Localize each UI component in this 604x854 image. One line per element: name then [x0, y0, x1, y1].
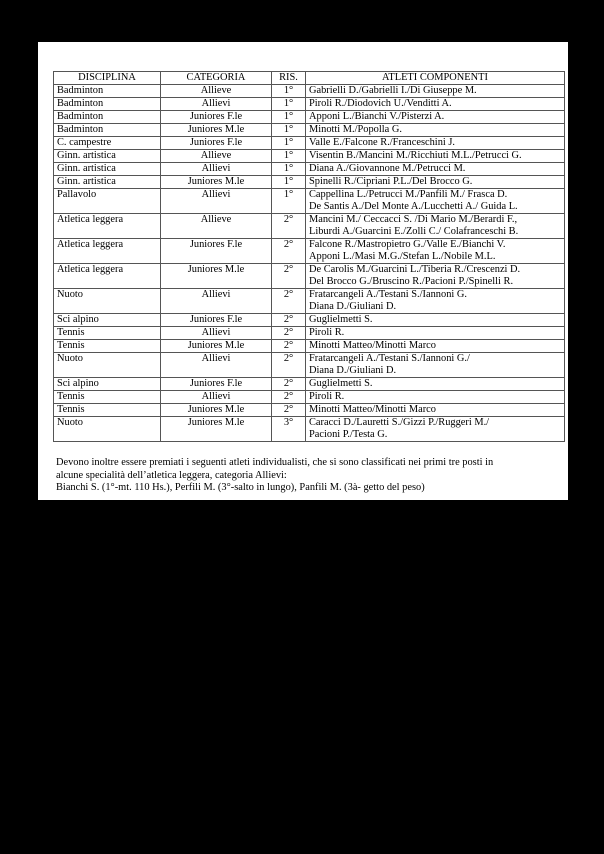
cell-atleti	[306, 85, 565, 98]
cell-ris: 1°	[272, 111, 306, 124]
table-body	[54, 85, 565, 442]
table-row	[54, 239, 565, 264]
cell-ris: 2°	[272, 314, 306, 327]
cell-atleti	[306, 353, 565, 378]
table-row	[54, 327, 565, 340]
cell-atleti	[306, 163, 565, 176]
atleti-line: De Carolis M./Guarcini L./Tiberia R./Crescenzi D.	[309, 264, 521, 275]
table-row	[54, 150, 565, 163]
atleti-line: Minotti M./Popolla G.	[309, 124, 402, 135]
cell-atleti	[306, 391, 565, 404]
cell-atleti	[306, 239, 565, 264]
cell-disciplina: Atletica leggera	[54, 264, 161, 289]
atleti-line: Falcone R./Mastropietro G./Valle E./Bianchi V.	[309, 239, 506, 250]
cell-disciplina: Sci alpino	[54, 378, 161, 391]
cell-categoria: Allievi	[161, 289, 272, 314]
table-header-row	[54, 72, 565, 85]
cell-ris: 1°	[272, 98, 306, 111]
cell-ris: 2°	[272, 327, 306, 340]
cell-disciplina: Atletica leggera	[54, 214, 161, 239]
cell-atleti	[306, 189, 565, 214]
cell-disciplina: Tennis	[54, 340, 161, 353]
cell-categoria: Allievi	[161, 163, 272, 176]
cell-categoria: Allieve	[161, 85, 272, 98]
cell-disciplina: Sci alpino	[54, 314, 161, 327]
atleti-line: Diana D./Giuliani D.	[309, 301, 397, 312]
cell-categoria: Juniores M.le	[161, 417, 272, 442]
cell-disciplina: Nuoto	[54, 353, 161, 378]
atleti-line: Piroli R.	[309, 391, 345, 402]
cell-disciplina: Nuoto	[54, 289, 161, 314]
table-row	[54, 98, 565, 111]
atleti-line: Apponi L./Bianchi V./Pisterzi A.	[309, 111, 445, 122]
cell-disciplina: Badminton	[54, 98, 161, 111]
cell-disciplina: Ginn. artistica	[54, 150, 161, 163]
cell-categoria: Juniores M.le	[161, 176, 272, 189]
cell-disciplina: Pallavolo	[54, 189, 161, 214]
atleti-line: Apponi L./Masi M.G./Stefan L./Nobile M.L.	[309, 251, 496, 262]
cell-ris: 1°	[272, 150, 306, 163]
cell-disciplina: Tennis	[54, 327, 161, 340]
footnote-line: Devono inoltre essere premiati i seguenti atleti individualisti, che si sono classificati nei primi tre posti in	[56, 457, 494, 468]
results-table	[53, 71, 565, 442]
atleti-line: Fratarcangeli A./Testani S./Iannoni G./	[309, 353, 470, 364]
footnote	[56, 457, 562, 495]
footnote-line: Bianchi S. (1°-mt. 110 Hs.), Perfili M. (3°-salto in lungo), Panfili M. (3à- getto del peso)	[56, 482, 425, 493]
cell-ris: 2°	[272, 391, 306, 404]
atleti-line: De Santis A./Del Monte A./Lucchetti A./ Guida L.	[309, 201, 518, 212]
cell-categoria: Allieve	[161, 150, 272, 163]
atleti-line: Gabrielli D./Gabrielli I./Di Giuseppe M.	[309, 85, 477, 96]
cell-disciplina: Nuoto	[54, 417, 161, 442]
table-row	[54, 264, 565, 289]
atleti-line: Guglielmetti S.	[309, 314, 373, 325]
atleti-line: Piroli R.	[309, 327, 345, 338]
atleti-line: Diana A./Giovannone M./Petrucci M.	[309, 163, 466, 174]
cell-categoria: Allievi	[161, 327, 272, 340]
cell-categoria: Juniores M.le	[161, 404, 272, 417]
header-atleti: ATLETI COMPONENTI	[306, 72, 565, 85]
cell-categoria: Juniores F.le	[161, 239, 272, 264]
header-ris: RIS.	[272, 72, 306, 85]
cell-categoria: Juniores F.le	[161, 137, 272, 150]
atleti-line: Valle E./Falcone R./Franceschini J.	[309, 137, 456, 148]
table-row	[54, 124, 565, 137]
table-row	[54, 340, 565, 353]
cell-atleti	[306, 111, 565, 124]
atleti-line: Caracci D./Lauretti S./Gizzi P./Ruggeri M./	[309, 417, 490, 428]
cell-atleti	[306, 340, 565, 353]
table-row	[54, 391, 565, 404]
cell-ris: 1°	[272, 176, 306, 189]
cell-ris: 1°	[272, 163, 306, 176]
atleti-line: Minotti Matteo/Minotti Marco	[309, 404, 436, 415]
cell-atleti	[306, 378, 565, 391]
cell-categoria: Allievi	[161, 353, 272, 378]
cell-disciplina: Ginn. artistica	[54, 176, 161, 189]
cell-disciplina: Ginn. artistica	[54, 163, 161, 176]
atleti-line: Piroli R./Diodovich U./Venditti A.	[309, 98, 452, 109]
atleti-line: Mancini M./ Ceccacci S. /Di Mario M./Berardi F.,	[309, 214, 518, 225]
cell-disciplina: Badminton	[54, 85, 161, 98]
table-row	[54, 189, 565, 214]
cell-ris: 3°	[272, 417, 306, 442]
cell-ris: 1°	[272, 137, 306, 150]
table-row	[54, 85, 565, 98]
cell-ris: 2°	[272, 239, 306, 264]
cell-disciplina: C. campestre	[54, 137, 161, 150]
table-row	[54, 417, 565, 442]
cell-atleti	[306, 150, 565, 163]
atleti-line: Liburdi A./Guarcini E./Zolli C./ Colafranceschi B.	[309, 226, 519, 237]
atleti-line: Fratarcangeli A./Testani S./Iannoni G.	[309, 289, 467, 300]
cell-atleti	[306, 264, 565, 289]
table-row	[54, 378, 565, 391]
cell-atleti	[306, 124, 565, 137]
cell-atleti	[306, 327, 565, 340]
cell-categoria: Juniores M.le	[161, 124, 272, 137]
cell-categoria: Juniores M.le	[161, 340, 272, 353]
table-row	[54, 176, 565, 189]
cell-disciplina: Badminton	[54, 124, 161, 137]
atleti-line: Minotti Matteo/Minotti Marco	[309, 340, 436, 351]
header-categoria: CATEGORIA	[161, 72, 272, 85]
atleti-line: Del Brocco G./Bruscino R./Pacioni P./Spinelli R.	[309, 276, 514, 287]
table-row	[54, 314, 565, 327]
cell-ris: 1°	[272, 124, 306, 137]
table-row	[54, 111, 565, 124]
cell-ris: 2°	[272, 378, 306, 391]
cell-categoria: Juniores F.le	[161, 111, 272, 124]
cell-categoria: Allieve	[161, 214, 272, 239]
cell-atleti	[306, 137, 565, 150]
cell-categoria: Allievi	[161, 98, 272, 111]
atleti-line: Pacioni P./Testa G.	[309, 429, 388, 440]
cell-atleti	[306, 404, 565, 417]
cell-disciplina: Atletica leggera	[54, 239, 161, 264]
cell-ris: 2°	[272, 264, 306, 289]
cell-disciplina: Tennis	[54, 404, 161, 417]
cell-atleti	[306, 314, 565, 327]
table-row	[54, 404, 565, 417]
cell-atleti	[306, 417, 565, 442]
cell-atleti	[306, 176, 565, 189]
cell-ris: 2°	[272, 404, 306, 417]
atleti-line: Guglielmetti S.	[309, 378, 373, 389]
atleti-line: Diana D./Giuliani D.	[309, 365, 397, 376]
cell-atleti	[306, 289, 565, 314]
cell-atleti	[306, 98, 565, 111]
cell-categoria: Allievi	[161, 189, 272, 214]
atleti-line: Visentin B./Mancini M./Ricchiuti M.L./Petrucci G.	[309, 150, 522, 161]
atleti-line: Cappellina L./Petrucci M./Panfili M./ Frasca D.	[309, 189, 508, 200]
cell-ris: 2°	[272, 214, 306, 239]
cell-ris: 2°	[272, 289, 306, 314]
table-row	[54, 353, 565, 378]
cell-ris: 1°	[272, 85, 306, 98]
cell-categoria: Juniores F.le	[161, 314, 272, 327]
cell-disciplina: Badminton	[54, 111, 161, 124]
cell-disciplina: Tennis	[54, 391, 161, 404]
atleti-line: Spinelli R./Cipriani P.L./Del Brocco G.	[309, 176, 473, 187]
cell-categoria: Juniores F.le	[161, 378, 272, 391]
table-row	[54, 289, 565, 314]
cell-ris: 1°	[272, 189, 306, 214]
cell-categoria: Allievi	[161, 391, 272, 404]
table-row	[54, 214, 565, 239]
table-row	[54, 163, 565, 176]
cell-atleti	[306, 214, 565, 239]
table-row	[54, 137, 565, 150]
cell-categoria: Juniores M.le	[161, 264, 272, 289]
header-disciplina: DISCIPLINA	[54, 72, 161, 85]
cell-ris: 2°	[272, 340, 306, 353]
footnote-line: alcune specialità dell’atletica leggera, categoria Allievi:	[56, 469, 287, 481]
cell-ris: 2°	[272, 353, 306, 378]
document-page	[38, 42, 568, 500]
